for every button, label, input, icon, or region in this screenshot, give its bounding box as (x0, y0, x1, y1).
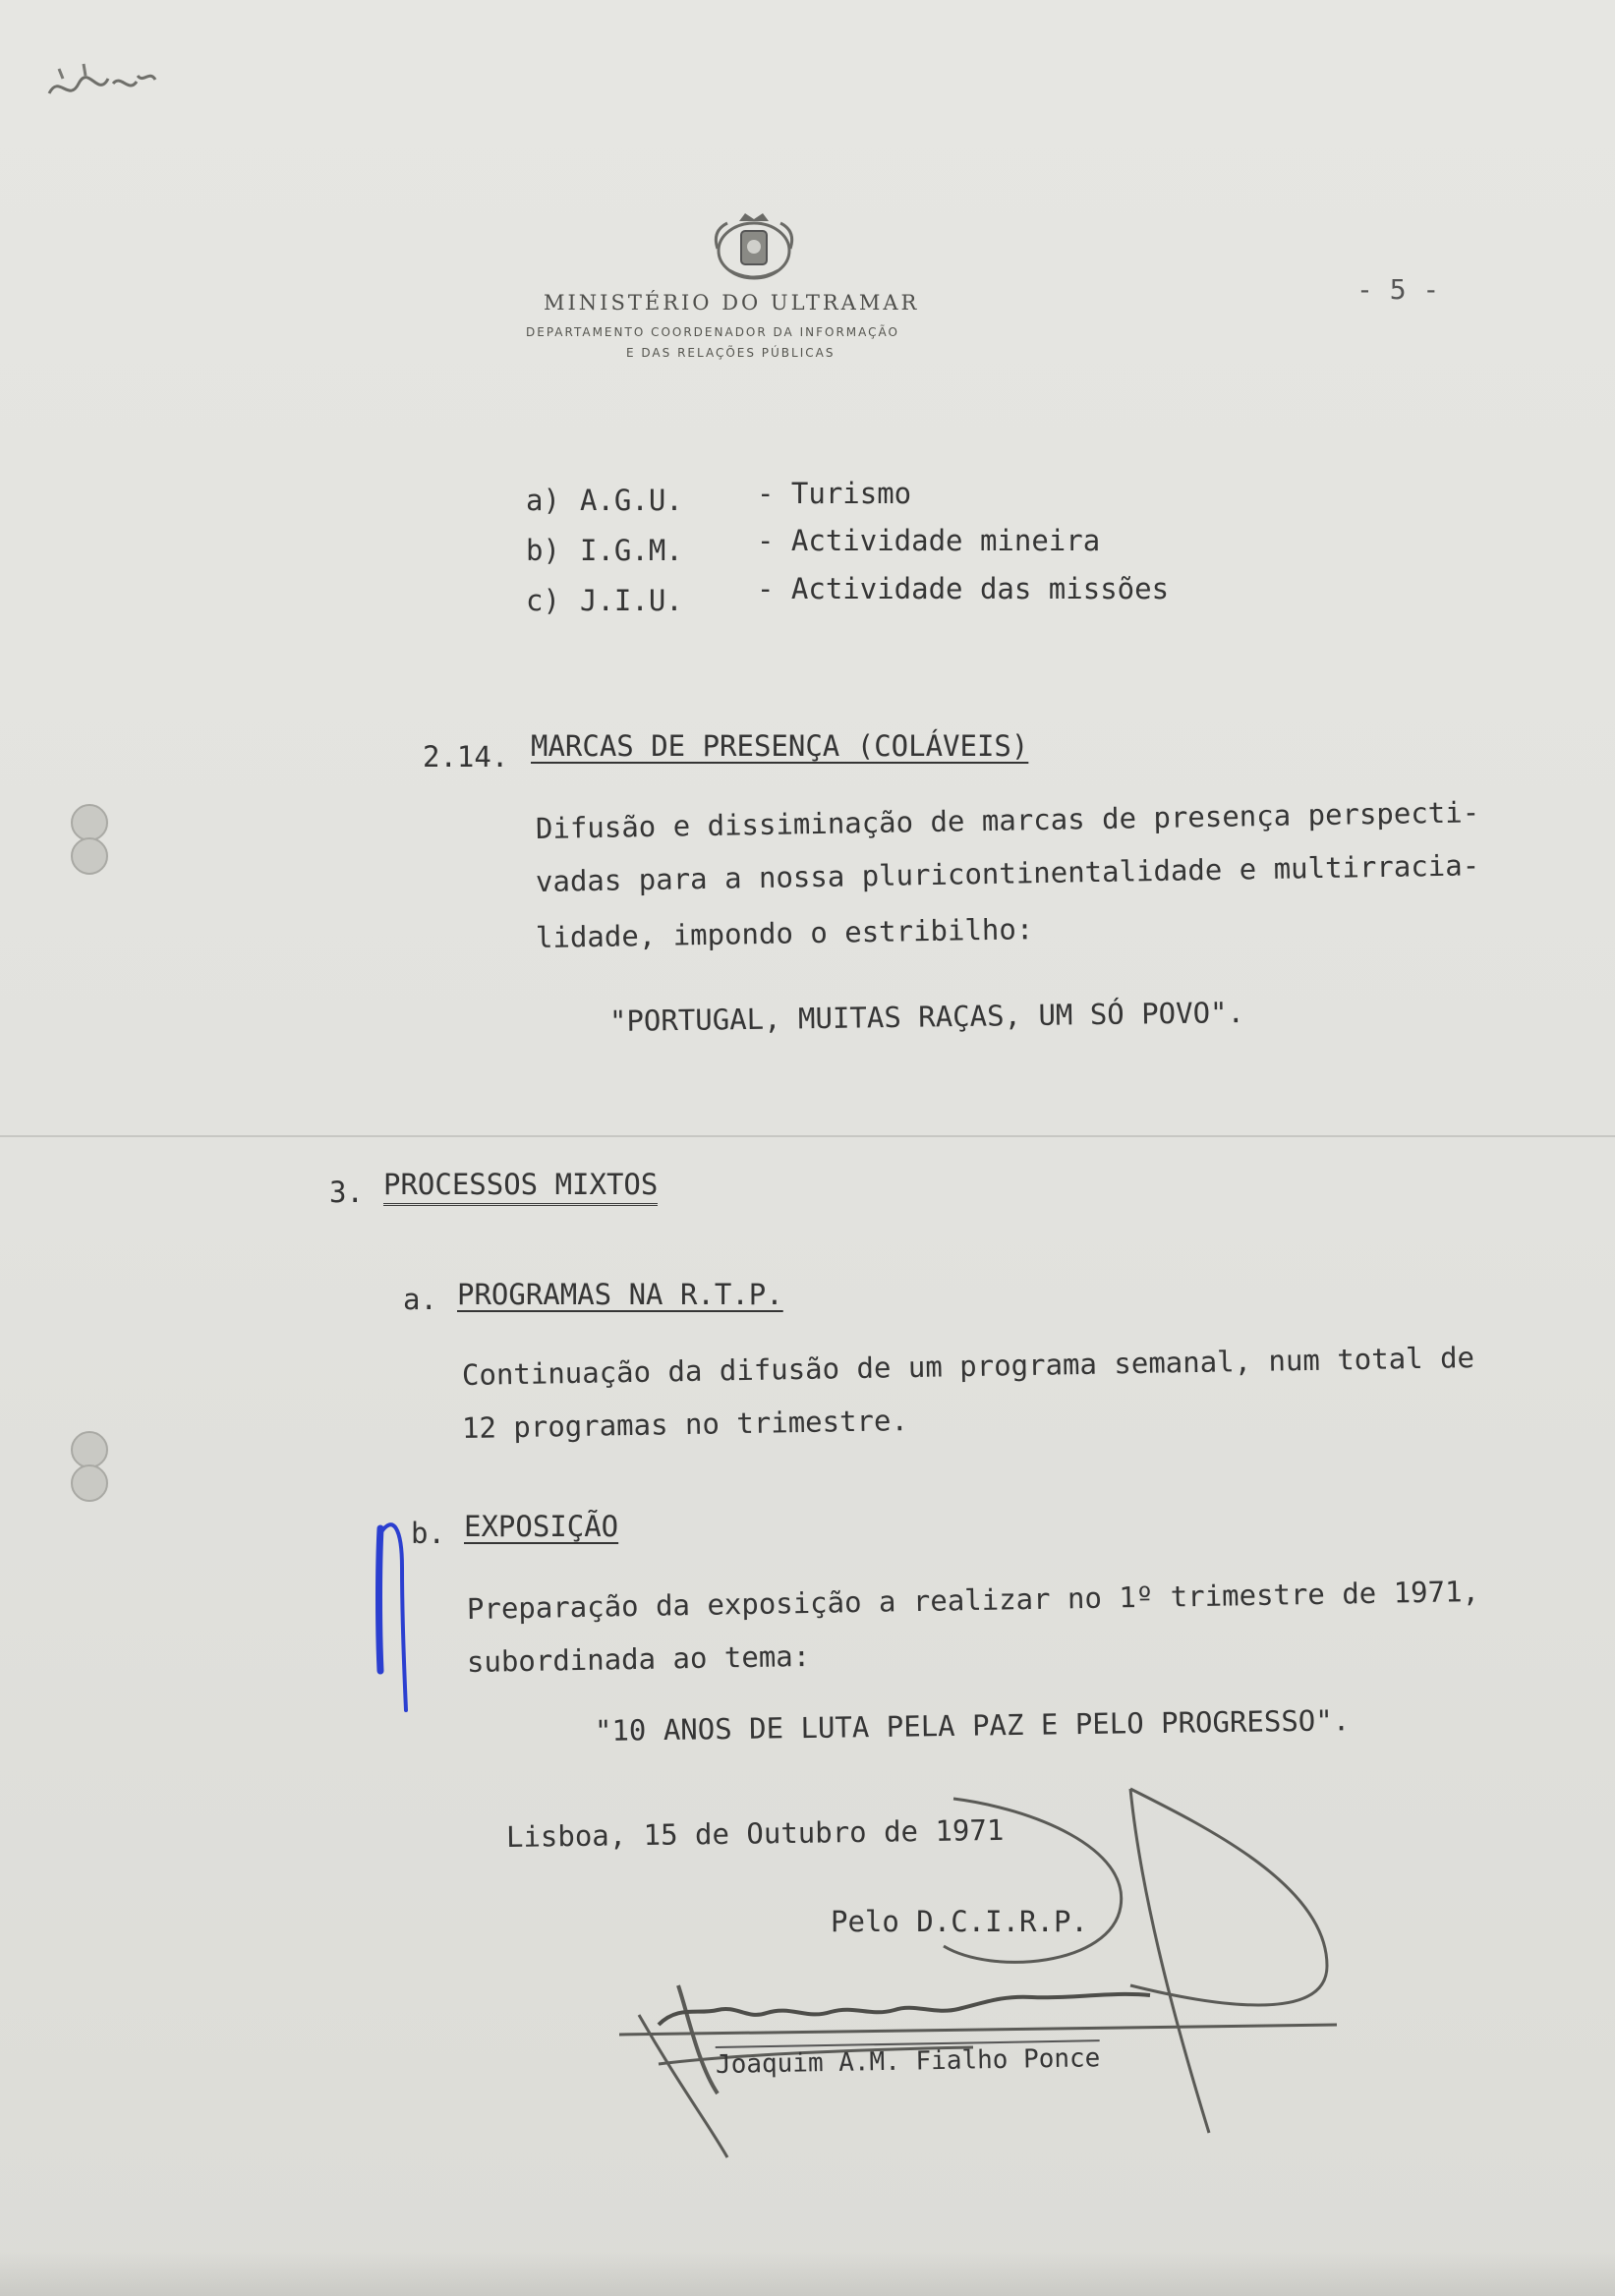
list-item-topic: - Actividade das missões (757, 572, 1170, 605)
paragraph-line: subordinada ao tema: (466, 1638, 811, 1679)
paragraph-line: vadas para a nossa pluricontinentalidade e multirracia- (535, 848, 1480, 898)
paragraph-line: Preparação da exposição a realizar no 1º trimestre de 1971, (466, 1575, 1480, 1626)
subsection-marker: a. (403, 1283, 437, 1316)
on-behalf-of: Pelo D.C.I.R.P. (831, 1905, 1088, 1938)
exhibition-theme-quote: "10 ANOS DE LUTA PELA PAZ E PELO PROGRESSO". (594, 1703, 1351, 1748)
ministry-coat-of-arms-emblem (710, 209, 798, 284)
section-title-processos-mixtos: PROCESSOS MIXTOS (383, 1168, 658, 1206)
paper-bottom-edge (0, 2251, 1615, 2296)
punch-hole-bottom-lower (71, 1464, 108, 1502)
section-title-marcas-de-presenca: MARCAS DE PRESENÇA (COLÁVEIS) (531, 729, 1029, 763)
signatory-name: Joaquim A.M. Fialho Ponce (716, 2039, 1101, 2080)
punch-hole-top-lower (71, 837, 108, 875)
subsection-title-exposicao: EXPOSIÇÃO (464, 1510, 619, 1543)
section-number: 2.14. (423, 740, 509, 774)
section-number: 3. (329, 1176, 364, 1209)
paragraph-line: lidade, impondo o estribilho: (535, 912, 1034, 954)
handwritten-signature (619, 1769, 1366, 2162)
list-item-topic: - Turismo (757, 477, 912, 510)
place-and-date: Lisboa, 15 de Outubro de 1971 (505, 1812, 1005, 1854)
handwritten-archive-mark (39, 54, 167, 123)
list-item-code: I.G.M. (580, 534, 683, 567)
punch-hole-top (71, 804, 108, 841)
slogan-quote: "PORTUGAL, MUITAS RAÇAS, UM SÓ POVO". (608, 995, 1245, 1038)
list-item-marker: c) (526, 584, 560, 617)
paper-fold-line (0, 1135, 1615, 1137)
paragraph-line: Difusão e dissiminação de marcas de presença perspecti- (535, 795, 1480, 845)
list-item-code: J.I.U. (580, 584, 683, 617)
list-item-marker: a) (526, 484, 560, 517)
paragraph-line: Continuação da difusão de um programa semanal, num total de (461, 1341, 1475, 1392)
list-item-code: A.G.U. (580, 484, 683, 517)
page-number: - 5 - (1356, 273, 1440, 306)
letterhead-department-line2: E DAS RELAÇÕES PÚBLICAS (626, 346, 836, 360)
list-item-topic: - Actividade mineira (757, 524, 1101, 557)
punch-hole-bottom (71, 1431, 108, 1468)
list-item-marker: b) (526, 534, 560, 567)
subsection-marker: b. (411, 1517, 445, 1550)
letterhead-ministry: MINISTÉRIO DO ULTRAMAR (544, 291, 920, 315)
letterhead-department-line1: DEPARTAMENTO COORDENADOR DA INFORMAÇÃO (526, 325, 899, 339)
subsection-title-programas-rtp: PROGRAMAS NA R.T.P. (457, 1278, 783, 1311)
paragraph-line: 12 programas no trimestre. (461, 1404, 909, 1445)
